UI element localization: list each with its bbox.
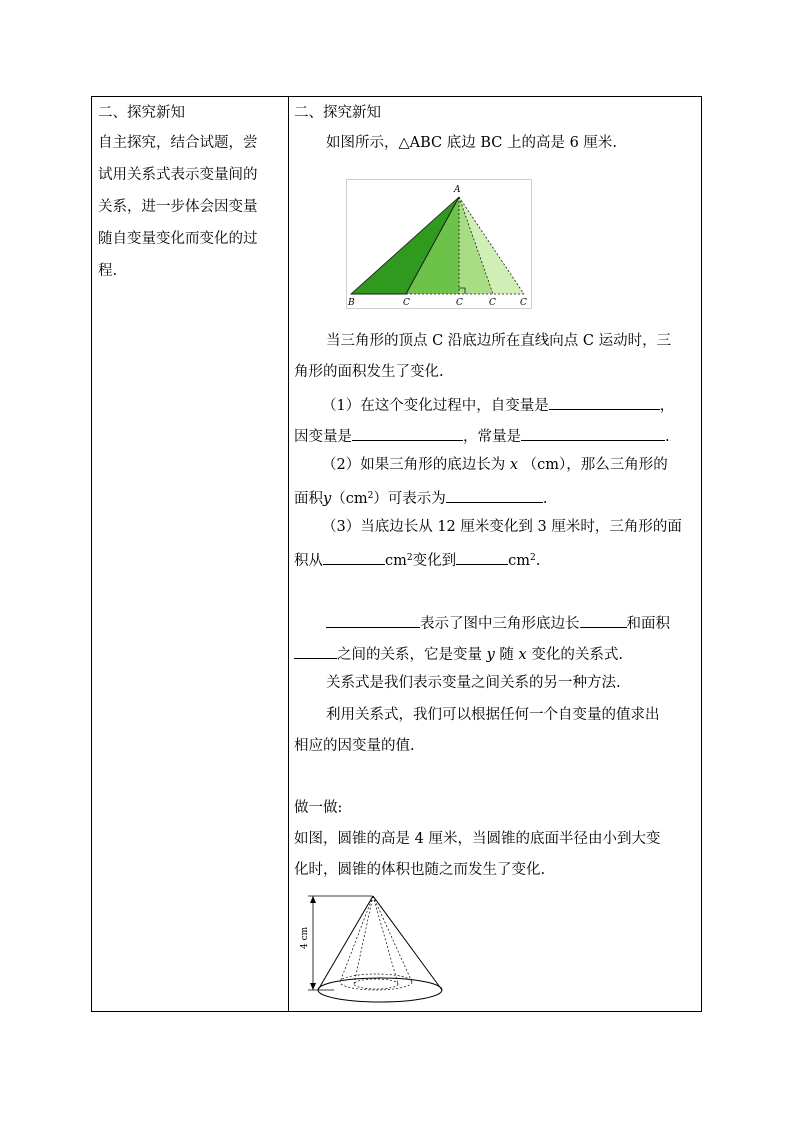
summary-text: 随 [499, 647, 514, 663]
cone-height-label: 4 cm [300, 926, 310, 949]
answer-blank[interactable] [323, 551, 385, 565]
intro-text: 如图所示，△ABC 底边 BC 上的高是 6 厘米. [326, 135, 618, 151]
question-3-line1: （3）当底边长从 12 厘米变化到 3 厘米时，三角形的面 [322, 519, 682, 535]
q2-text: （cm [331, 491, 368, 507]
try-heading: 做一做: [294, 800, 343, 816]
try-line2: 化时，圆锥的体积也随之而发生了变化. [294, 862, 546, 878]
left-line: 随自变量变化而变化的过 [98, 231, 258, 247]
answer-blank[interactable] [326, 614, 420, 628]
q2-text: （cm），那么三角形的 [522, 457, 668, 473]
var-x: x [509, 457, 519, 473]
answer-blank[interactable] [446, 489, 543, 503]
answer-blank[interactable] [521, 427, 665, 441]
var-x: x [518, 647, 527, 663]
summary-line2 [294, 645, 623, 663]
answer-blank[interactable] [294, 645, 337, 659]
unit: cm [385, 553, 407, 569]
summary-text: 和面积 [626, 616, 670, 632]
var-y: y [323, 491, 332, 507]
label-c: C [520, 298, 527, 308]
para1-line2: 角形的面积发生了变化. [294, 364, 444, 380]
left-line: 自主探究，结合试题，尝 [98, 135, 258, 151]
superscript: 2 [406, 553, 413, 563]
q2-text: （2）如果三角形的底边长为 [322, 457, 506, 473]
superscript: 2 [367, 491, 374, 501]
answer-blank[interactable] [456, 551, 508, 565]
right-heading: 二、探究新知 [294, 105, 381, 121]
question-2-line1 [322, 458, 668, 473]
answer-blank[interactable] [352, 427, 463, 441]
question-1-line2: 因变量是 ，常量是 . [294, 429, 670, 445]
summary-text: 变化的关系式. [531, 647, 623, 663]
label-c: C [403, 298, 410, 308]
try-line1: 如图，圆锥的高是 4 厘米，当圆锥的底面半径由小到大变 [294, 831, 661, 847]
cone-figure [296, 893, 456, 1009]
left-line: 关系，进一步体会因变量 [98, 199, 258, 215]
label-c: C [456, 298, 463, 308]
q1-text: 因变量是 [294, 429, 352, 445]
answer-blank[interactable] [580, 614, 627, 628]
lesson-table [91, 96, 702, 1012]
label-a: A [454, 185, 461, 195]
summary-line1 [326, 614, 670, 632]
q1-text: （1）在这个变化过程中，自变量是 [322, 398, 549, 414]
summary-text: 之间的关系，它是变量 [337, 647, 482, 663]
question-1-line1: （1）在这个变化过程中，自变量是 ， [322, 398, 675, 414]
summary-line3: 关系式是我们表示变量之间关系的另一种方法. [326, 675, 621, 691]
summary-line5: 相应的因变量的值. [294, 738, 415, 754]
q3-text: 变化到 [412, 553, 457, 569]
summary-text: 表示了图中三角形底边长 [420, 616, 580, 632]
para1-line1: 当三角形的顶点 C 沿底边所在直线向点 C 运动时，三 [326, 333, 672, 349]
answer-blank[interactable] [549, 396, 660, 410]
triangle-figure [346, 179, 532, 309]
q1-text: ，常量是 [463, 429, 521, 445]
q2-text: 面积 [294, 491, 323, 507]
left-line: 程. [98, 263, 118, 279]
q2-text: ）可表示为 [373, 491, 446, 507]
column-divider [288, 97, 289, 1011]
question-2-line2: 面积$y(cm^2)$可表示为 . [294, 491, 548, 507]
summary-line4: 利用关系式，我们可以根据任何一个自变量的值求出 [326, 707, 660, 723]
var-y: y [486, 647, 495, 663]
label-c: C [489, 298, 496, 308]
left-heading: 二、探究新知 [98, 105, 185, 121]
left-line: 试用关系式表示变量间的 [98, 167, 258, 183]
superscript: 2 [529, 553, 536, 563]
unit: cm [508, 553, 530, 569]
question-3-line2: 积从 $cm^2$变化到 $cm^2$. [294, 553, 541, 569]
q3-text: 积从 [294, 553, 323, 569]
label-b: B [348, 298, 355, 308]
